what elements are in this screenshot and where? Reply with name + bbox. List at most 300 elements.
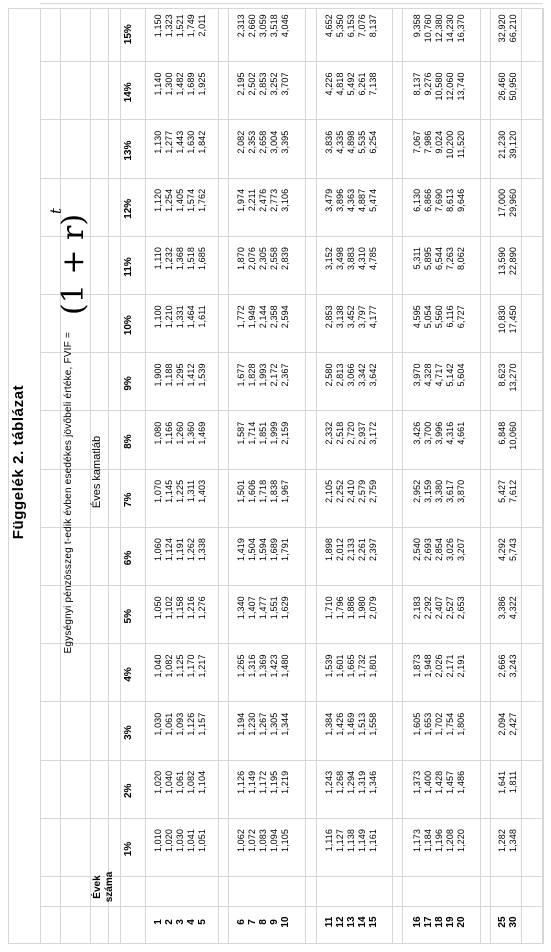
table-cell: 6,727 (456, 305, 466, 329)
table-cell: 2,813 (335, 363, 345, 387)
table-cell: 1,601 (335, 654, 345, 678)
grid-vline (40, 410, 543, 411)
table-cell: 2,397 (368, 538, 378, 562)
year-label: 13 (346, 916, 357, 928)
table-cell: 1,426 (335, 712, 345, 736)
column-header: 14% (123, 82, 134, 103)
table-cell: 2,410 (346, 479, 356, 503)
table-cell: 1,368 (175, 247, 185, 271)
table-cell: 3,106 (280, 188, 290, 212)
table-cell: 1,999 (269, 421, 279, 445)
table-cell: 1,138 (346, 829, 356, 853)
table-cell: 5,054 (423, 305, 433, 329)
table-cell: 1,170 (186, 654, 196, 678)
year-label: 25 (497, 916, 508, 928)
table-cell: 2,076 (247, 247, 257, 271)
grid-vline (40, 469, 543, 470)
table-cell: 2,353 (247, 130, 257, 154)
table-cell: 1,714 (247, 421, 257, 445)
table-cell: 1,116 (324, 829, 334, 852)
table-cell: 2,305 (258, 247, 268, 271)
table-cell: 2,773 (269, 188, 279, 212)
table-cell: 12,380 (434, 14, 444, 43)
table-cell: 1,486 (456, 770, 466, 794)
year-label: 2 (164, 919, 175, 925)
table-cell: 2,367 (280, 363, 290, 387)
table-cell: 8,623 (497, 363, 507, 387)
table-cell: 1,083 (258, 829, 268, 853)
table-cell: 1,967 (280, 479, 290, 503)
table-cell: 2,358 (269, 305, 279, 329)
table-cell: 17,000 (497, 188, 507, 217)
years-header: Évek száma (92, 871, 115, 903)
table-cell: 1,373 (412, 770, 422, 794)
table-cell: 9,358 (412, 14, 422, 38)
column-header: 12% (123, 198, 134, 219)
table-cell: 1,369 (258, 654, 268, 678)
table-cell: 4,595 (412, 305, 422, 329)
table-cell: 7,986 (423, 130, 433, 154)
table-cell: 9,276 (423, 72, 433, 96)
table-cell: 50,950 (508, 72, 518, 101)
table-cell: 1,331 (175, 305, 185, 329)
table-cell: 3,252 (269, 72, 279, 96)
table-cell: 1,020 (153, 770, 163, 794)
column-header: 9% (123, 376, 134, 391)
table-cell: 12,060 (445, 72, 455, 101)
table-cell: 1,173 (412, 829, 422, 853)
table-cell: 21,230 (497, 130, 507, 159)
table-cell: 1,754 (445, 712, 455, 736)
table-cell: 1,262 (186, 538, 196, 562)
table-cell: 1,842 (197, 130, 207, 154)
column-header: 10% (123, 315, 134, 336)
table-cell: 4,316 (445, 421, 455, 445)
table-cell: 1,480 (280, 654, 290, 678)
table-cell: 1,316 (247, 654, 257, 678)
table-cell: 4,292 (497, 538, 507, 562)
table-cell: 1,311 (186, 479, 196, 503)
table-cell: 8,137 (412, 72, 422, 96)
table-cell: 1,161 (368, 829, 378, 853)
table-cell: 1,104 (197, 770, 207, 794)
grid-hline (402, 8, 403, 944)
column-header: 6% (123, 550, 134, 566)
table-cell: 1,260 (175, 421, 185, 445)
grid-hline (120, 8, 121, 944)
column-header: 15% (123, 24, 134, 45)
year-label: 12 (335, 916, 346, 928)
table-cell: 3,026 (445, 538, 455, 562)
table-cell: 1,630 (186, 130, 196, 154)
table-cell: 3,498 (335, 247, 345, 271)
grid-vline (40, 178, 543, 179)
table-cell: 10,830 (497, 305, 507, 334)
column-header: 7% (123, 492, 134, 508)
table-cell: 7,263 (445, 247, 455, 271)
year-label: 18 (434, 916, 445, 928)
table-cell: 3,395 (280, 130, 290, 154)
table-cell: 4,322 (508, 596, 518, 620)
table-cell: 5,743 (508, 538, 518, 562)
table-cell: 6,848 (497, 421, 507, 445)
table-cell: 5,311 (412, 247, 422, 270)
table-cell: 2,502 (247, 72, 257, 96)
table-cell: 1,702 (434, 712, 444, 736)
table-cell: 1,806 (456, 712, 466, 736)
table-cell: 1,407 (247, 596, 257, 620)
table-cell: 1,265 (236, 654, 246, 678)
column-header: 3% (123, 725, 134, 740)
table-cell: 11,520 (456, 130, 466, 159)
table-cell: 1,188 (164, 363, 174, 387)
table-cell: 1,140 (153, 72, 163, 96)
table-cell: 1,030 (175, 829, 185, 853)
table-cell: 1,653 (423, 712, 433, 736)
table-cell: 2,759 (368, 479, 378, 503)
table-cell: 1,521 (175, 14, 185, 38)
table-cell: 1,796 (335, 596, 345, 620)
table-cell: 1,457 (445, 770, 455, 794)
table-cell: 2,518 (335, 421, 345, 445)
table-cell: 2,159 (280, 421, 290, 445)
table-cell: 2,079 (368, 596, 378, 620)
table-cell: 1,050 (153, 596, 163, 620)
year-label: 4 (186, 919, 197, 925)
table-cell: 2,540 (412, 538, 422, 562)
page-title: Függelék 2. táblázat (10, 384, 27, 540)
table-cell: 3,172 (368, 421, 378, 445)
table-cell: 1,040 (153, 654, 163, 678)
table-cell: 5,895 (423, 247, 433, 271)
table-cell: 1,230 (247, 712, 257, 736)
table-cell: 1,196 (434, 829, 444, 853)
grid-vline (40, 701, 543, 702)
table-cell: 1,094 (269, 829, 279, 853)
column-header: 1% (123, 841, 134, 857)
table-cell: 1,305 (269, 712, 279, 736)
table-cell: 1,319 (357, 770, 367, 794)
grid-vline (40, 818, 543, 819)
year-label: 5 (197, 919, 208, 925)
table-cell: 1,232 (164, 247, 174, 271)
table-cell: 1,949 (247, 305, 257, 329)
table-cell: 1,127 (335, 829, 345, 853)
table-cell: 3,700 (423, 421, 433, 445)
table-cell: 2,172 (269, 363, 279, 387)
table-cell: 1,443 (175, 130, 185, 154)
table-cell: 1,641 (497, 770, 507, 794)
table-cell: 1,629 (280, 596, 290, 620)
table-cell: 9,646 (456, 188, 466, 212)
table-cell: 1,041 (186, 829, 196, 853)
table-cell: 1,539 (197, 363, 207, 387)
table-cell: 1,267 (258, 712, 268, 736)
table-cell: 2,839 (280, 247, 290, 271)
table-cell: 7,612 (508, 479, 518, 503)
grid-hline (218, 8, 219, 944)
table-cell: 3,996 (434, 421, 444, 445)
grid-vline (40, 527, 543, 528)
table-cell: 13,590 (497, 247, 507, 276)
table-cell: 2,407 (434, 596, 444, 620)
table-cell: 4,818 (335, 72, 345, 96)
table-cell: 1,149 (357, 829, 367, 853)
table-cell: 4,652 (324, 14, 334, 38)
grid-hline (145, 8, 146, 944)
table-cell: 1,093 (175, 712, 185, 736)
table-cell: 1,150 (153, 14, 163, 38)
table-cell: 3,342 (357, 363, 367, 387)
table-cell: 4,898 (346, 130, 356, 154)
table-cell: 2,191 (456, 654, 466, 678)
table-cell: 1,110 (153, 247, 163, 270)
grid-vline (40, 643, 543, 644)
table-cell: 1,718 (258, 479, 268, 503)
table-cell: 1,900 (153, 363, 163, 387)
table-cell: 1,851 (258, 421, 268, 445)
grid-vline (40, 61, 543, 62)
rate-group-label: Éves kamatláb (91, 435, 103, 509)
table-cell: 7,690 (434, 188, 444, 212)
table-cell: 4,887 (357, 188, 367, 212)
year-label: 17 (423, 916, 434, 928)
table-cell: 1,605 (412, 712, 422, 736)
table-cell: 2,332 (324, 421, 334, 445)
table-cell: 5,604 (456, 363, 466, 387)
table-cell: 1,294 (346, 770, 356, 794)
grid-vline (40, 585, 543, 586)
table-cell: 1,360 (186, 421, 196, 445)
table-cell: 1,732 (357, 654, 367, 678)
table-cell: 1,282 (497, 829, 507, 853)
table-cell: 2,594 (280, 305, 290, 329)
table-cell: 3,380 (434, 479, 444, 503)
table-cell: 1,412 (186, 363, 196, 387)
table-cell: 1,060 (153, 538, 163, 562)
table-cell: 1,158 (175, 596, 185, 620)
table-cell: 10,760 (423, 14, 433, 43)
table-cell: 5,474 (368, 188, 378, 212)
table-cell: 4,785 (368, 247, 378, 271)
table-cell: 2,853 (258, 72, 268, 96)
table-cell: 4,363 (346, 188, 356, 212)
table-cell: 3,452 (346, 305, 356, 329)
table-cell: 3,617 (445, 479, 455, 503)
table-cell: 3,883 (346, 247, 356, 271)
table-cell: 1,384 (324, 712, 334, 736)
table-cell: 26,460 (497, 72, 507, 101)
table-cell: 1,898 (324, 538, 334, 562)
table-cell: 2,853 (324, 305, 334, 329)
table-cell: 2,144 (258, 305, 268, 329)
table-cell: 1,677 (236, 363, 246, 387)
table-cell: 1,558 (368, 712, 378, 736)
grid-vline (40, 236, 543, 237)
grid-vline (40, 294, 543, 295)
formula-base: (1 + r) (56, 213, 91, 315)
table-cell: 3,059 (258, 14, 268, 38)
grid-hline (228, 8, 229, 944)
grid-vline (40, 352, 543, 353)
year-label: 9 (269, 919, 280, 925)
table-cell: 3,836 (324, 130, 334, 154)
table-cell: 2,195 (236, 72, 246, 96)
table-cell: 4,335 (335, 130, 345, 154)
table-cell: 1,020 (164, 829, 174, 853)
table-cell: 1,606 (247, 479, 257, 503)
table-cell: 1,423 (269, 654, 279, 678)
table-cell: 2,012 (335, 538, 345, 562)
table-cell: 1,340 (236, 596, 246, 620)
year-label: 10 (280, 916, 291, 928)
grid-hline (392, 8, 393, 944)
table-cell: 4,046 (280, 14, 290, 38)
column-header: 5% (123, 608, 134, 624)
table-cell: 1,348 (508, 829, 518, 853)
table-cell: 13,740 (456, 72, 466, 101)
table-subtitle: Egységnyi pénzösszeg t-edik évben esedékes jövőbeli értéke, FVIF = (63, 332, 74, 654)
grid-hline (521, 8, 522, 944)
column-header: 11% (123, 257, 134, 277)
table-cell: 6,130 (412, 188, 422, 212)
table-cell: 2,658 (258, 130, 268, 154)
table-cell: 1,030 (153, 712, 163, 736)
table-cell: 1,243 (324, 770, 334, 794)
table-cell: 2,427 (508, 712, 518, 736)
table-cell: 2,183 (412, 596, 422, 620)
table-cell: 6,153 (346, 14, 356, 38)
grid-hline (108, 8, 109, 944)
table-cell: 1,061 (164, 712, 174, 736)
table-cell: 14,230 (445, 14, 455, 43)
column-header: 8% (123, 434, 134, 449)
table-cell: 3,426 (412, 421, 422, 445)
table-cell: 2,666 (497, 654, 507, 678)
table-cell: 1,419 (236, 538, 246, 562)
table-cell: 1,749 (186, 14, 196, 38)
table-cell: 2,527 (445, 596, 455, 620)
table-cell: 4,661 (456, 421, 466, 445)
table-cell: 1,295 (175, 363, 185, 387)
table-cell: 2,082 (236, 130, 246, 154)
table-cell: 17,450 (508, 305, 518, 334)
table-cell: 1,082 (186, 770, 196, 794)
table-cell: 4,177 (368, 305, 378, 329)
table-cell: 10,060 (508, 421, 518, 450)
table-cell: 4,310 (357, 247, 367, 271)
table-cell: 1,838 (269, 479, 279, 503)
table-cell: 2,558 (269, 247, 279, 271)
column-header: 2% (123, 783, 134, 799)
table-cell: 6,866 (423, 188, 433, 212)
table-cell: 13,270 (508, 363, 518, 392)
table-cell: 3,138 (335, 305, 345, 329)
table-cell: 1,102 (164, 596, 174, 620)
table-cell: 1,126 (186, 712, 196, 736)
table-cell: 7,076 (357, 14, 367, 38)
table-cell: 1,191 (175, 538, 185, 562)
table-cell: 3,970 (412, 363, 422, 387)
table-cell: 1,219 (280, 770, 290, 794)
table-cell: 1,403 (197, 479, 207, 503)
table-cell: 3,642 (368, 363, 378, 387)
table-cell: 1,870 (236, 247, 246, 271)
table-cell: 1,873 (412, 654, 422, 678)
year-label: 30 (508, 916, 519, 928)
year-label: 7 (247, 919, 258, 925)
table-cell: 1,072 (247, 829, 257, 853)
table-cell: 1,689 (186, 72, 196, 96)
table-cell: 1,070 (153, 479, 163, 503)
table-cell: 1,464 (186, 305, 196, 329)
table-cell: 2,854 (434, 538, 444, 562)
table-cell: 5,142 (445, 363, 455, 387)
table-cell: 1,801 (368, 654, 378, 678)
table-cell: 1,268 (335, 770, 345, 794)
table-cell: 1,061 (175, 770, 185, 794)
table-cell: 1,974 (236, 188, 246, 212)
table-cell: 2,211 (247, 188, 257, 212)
grid-hline (543, 8, 544, 944)
table-cell: 2,105 (324, 479, 334, 503)
table-cell: 1,513 (357, 712, 367, 736)
table-cell: 1,689 (269, 538, 279, 562)
table-cell: 1,130 (153, 130, 163, 154)
table-cell: 1,157 (197, 712, 207, 736)
table-cell: 2,660 (247, 14, 257, 38)
table-cell: 5,492 (346, 72, 356, 96)
table-cell: 3,870 (456, 479, 466, 503)
table-cell: 1,100 (153, 305, 163, 329)
table-cell: 1,145 (164, 479, 174, 503)
table-cell: 3,386 (497, 596, 507, 620)
table-cell: 1,772 (236, 305, 246, 329)
table-cell: 1,710 (324, 596, 334, 620)
table-cell: 10,200 (445, 130, 455, 159)
table-cell: 39,120 (508, 130, 518, 159)
table-cell: 1,611 (197, 305, 207, 328)
table-cell: 1,194 (236, 712, 246, 736)
table-cell: 8,613 (445, 188, 455, 212)
year-label: 20 (456, 916, 467, 928)
table-cell: 1,574 (186, 188, 196, 212)
table-cell: 1,665 (346, 654, 356, 678)
table-cell: 1,980 (357, 596, 367, 620)
table-cell: 1,482 (175, 72, 185, 96)
table-cell: 1,051 (197, 829, 207, 853)
grid-hline (40, 8, 41, 944)
table-cell: 5,350 (335, 14, 345, 38)
grid-vline (40, 3, 543, 4)
table-cell: 2,580 (324, 363, 334, 387)
table-cell: 1,338 (197, 538, 207, 562)
table-cell: 22,890 (508, 247, 518, 276)
year-label: 8 (258, 919, 269, 925)
table-cell: 1,886 (346, 596, 356, 620)
table-cell: 2,133 (346, 538, 356, 562)
table-cell: 2,579 (357, 479, 367, 503)
table-cell: 1,925 (197, 72, 207, 96)
table-cell: 9,024 (434, 130, 444, 154)
table-cell: 3,066 (346, 363, 356, 387)
table-cell: 6,254 (368, 130, 378, 154)
table-cell: 3,243 (508, 654, 518, 678)
table-cell: 1,254 (164, 188, 174, 212)
table-cell: 1,323 (164, 14, 174, 38)
table-cell: 1,501 (236, 479, 246, 503)
table-cell: 1,125 (175, 654, 185, 678)
